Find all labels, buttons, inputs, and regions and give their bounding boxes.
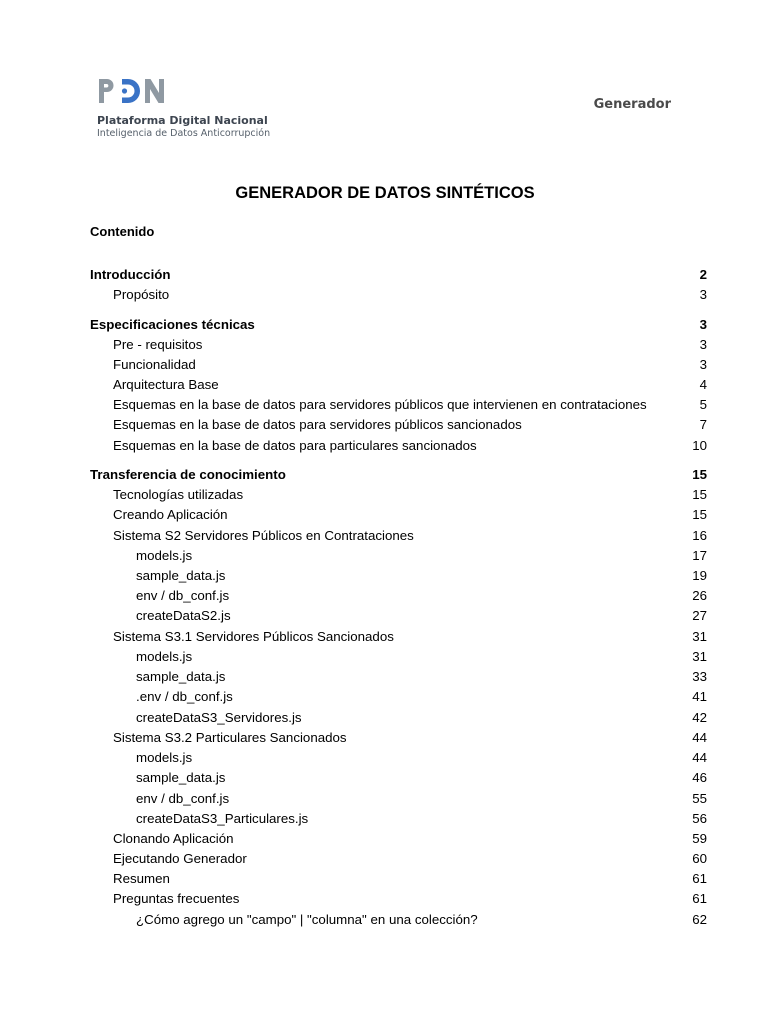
toc-entry-title: Arquitectura Base <box>113 377 219 392</box>
toc-entry[interactable] <box>113 506 707 524</box>
toc-entry-page: 42 <box>692 710 707 725</box>
toc-entry-title: Esquemas en la base de datos para particulares sancionados <box>113 438 477 453</box>
section-label: Generador <box>593 97 671 112</box>
toc-entry[interactable] <box>136 911 707 929</box>
toc-entry[interactable] <box>113 437 707 455</box>
toc-entry-title: sample_data.js <box>136 669 226 684</box>
toc-entry-title: Esquemas en la base de datos para servidores públicos sancionados <box>113 417 522 432</box>
toc-entry[interactable] <box>90 466 707 484</box>
toc-entry-title: Resumen <box>113 871 170 886</box>
toc-entry[interactable] <box>136 688 707 706</box>
toc-entry-page: 44 <box>692 730 707 745</box>
toc-entry[interactable] <box>113 286 707 304</box>
toc-entry-page: 59 <box>692 831 707 846</box>
toc-entry-title: createDataS3_Servidores.js <box>136 710 302 725</box>
toc-entry-page: 60 <box>692 851 707 866</box>
toc-entry[interactable] <box>90 316 707 334</box>
org-tagline: Inteligencia de Datos Anticorrupción <box>97 128 271 139</box>
toc-entry-title: Sistema S2 Servidores Públicos en Contrataciones <box>113 528 414 543</box>
toc-entry-title: Introducción <box>90 267 171 282</box>
document-title: GENERADOR DE DATOS SINTÉTICOS <box>235 184 535 202</box>
toc-entry[interactable] <box>113 890 707 908</box>
toc-entry[interactable] <box>113 356 707 374</box>
toc-entry-title: Sistema S3.1 Servidores Públicos Sancionados <box>113 629 394 644</box>
toc-entry-page: 3 <box>699 337 707 352</box>
toc-entry[interactable] <box>113 628 707 646</box>
toc-entry-page: 16 <box>692 528 707 543</box>
toc-entry[interactable] <box>136 668 707 686</box>
toc-entry[interactable] <box>90 266 707 284</box>
toc-entry-title: Preguntas frecuentes <box>113 891 240 906</box>
toc-entry-title: models.js <box>136 548 193 563</box>
toc-entry-page: 10 <box>692 438 707 453</box>
toc-entry-page: 55 <box>692 791 707 806</box>
toc-entry-page: 61 <box>692 871 707 886</box>
toc-entry-page: 62 <box>692 912 707 927</box>
toc-entry[interactable] <box>136 648 707 666</box>
toc-entry-page: 46 <box>692 770 707 785</box>
toc-entry-title: sample_data.js <box>136 568 226 583</box>
contents-heading: Contenido <box>90 224 155 239</box>
toc-entry[interactable] <box>113 870 707 888</box>
toc-entry-page: 15 <box>692 487 707 502</box>
toc-entry-title: Esquemas en la base de datos para servidores públicos que intervienen en contrataciones <box>113 397 647 412</box>
toc-entry[interactable] <box>113 486 707 504</box>
toc-entry-title: Funcionalidad <box>113 357 196 372</box>
toc-entry-page: 61 <box>692 891 707 906</box>
toc-entry-title: createDataS3_Particulares.js <box>136 811 309 826</box>
toc-entry[interactable] <box>136 567 707 585</box>
toc-entry-page: 4 <box>699 377 707 392</box>
toc-entry-title: Especificaciones técnicas <box>90 317 255 332</box>
toc-entry[interactable] <box>136 810 707 828</box>
toc-entry-title: Transferencia de conocimiento <box>90 467 286 482</box>
toc-entry-page: 26 <box>692 588 707 603</box>
toc-entry-title: sample_data.js <box>136 770 226 785</box>
toc-entry-page: 31 <box>692 649 707 664</box>
toc-entry-page: 44 <box>692 750 707 765</box>
toc-entry-title: Creando Aplicación <box>113 507 228 522</box>
toc-entry-page: 33 <box>692 669 707 684</box>
toc-entry-title: createDataS2.js <box>136 608 231 623</box>
org-name: Plataforma Digital Nacional <box>97 114 268 127</box>
toc-entry-page: 27 <box>692 608 707 623</box>
toc-entry-page: 3 <box>699 287 707 302</box>
toc-entry-title: ¿Cómo agrego un "campo" | "columna" en una colección? <box>136 912 478 927</box>
toc-entry-title: models.js <box>136 750 193 765</box>
toc-entry-title: Ejecutando Generador <box>113 851 247 866</box>
toc-entry-page: 19 <box>692 568 707 583</box>
toc-entry[interactable] <box>113 527 707 545</box>
toc-entry[interactable] <box>136 790 707 808</box>
toc-entry[interactable] <box>136 607 707 625</box>
toc-entry[interactable] <box>113 850 707 868</box>
toc-entry-title: Tecnologías utilizadas <box>113 487 244 502</box>
toc-entry[interactable] <box>136 709 707 727</box>
toc-entry-page: 41 <box>692 689 707 704</box>
toc-entry-page: 17 <box>692 548 707 563</box>
toc-entry[interactable] <box>113 416 707 434</box>
toc-entry-title: models.js <box>136 649 193 664</box>
toc-entry-page: 3 <box>699 317 707 332</box>
toc-entry[interactable] <box>136 769 707 787</box>
toc-entry-title: Pre - requisitos <box>113 337 203 352</box>
toc-entry[interactable] <box>113 830 707 848</box>
toc-entry-page: 7 <box>699 417 707 432</box>
toc-entry[interactable] <box>113 729 707 747</box>
toc-entry-title: Sistema S3.2 Particulares Sancionados <box>113 730 347 745</box>
toc-entry-title: Propósito <box>113 287 170 302</box>
toc-entry-title: env / db_conf.js <box>136 588 230 603</box>
toc-entry-page: 3 <box>699 357 707 372</box>
toc-entry-page: 31 <box>692 629 707 644</box>
toc-entry[interactable] <box>113 396 707 414</box>
toc-entry[interactable] <box>136 547 707 565</box>
toc-entry-title: env / db_conf.js <box>136 791 230 806</box>
toc-entry-page: 15 <box>692 467 707 482</box>
toc-entry-page: 2 <box>699 267 707 282</box>
toc-entry-page: 5 <box>699 397 707 412</box>
toc-entry[interactable] <box>113 376 707 394</box>
toc-entry-title: .env / db_conf.js <box>136 689 233 704</box>
toc-entry[interactable] <box>136 587 707 605</box>
toc-entry[interactable] <box>136 749 707 767</box>
toc-entry-title: Clonando Aplicación <box>113 831 234 846</box>
toc-entry-page: 56 <box>692 811 707 826</box>
toc-entry[interactable] <box>113 336 707 354</box>
toc-entry-page: 15 <box>692 507 707 522</box>
